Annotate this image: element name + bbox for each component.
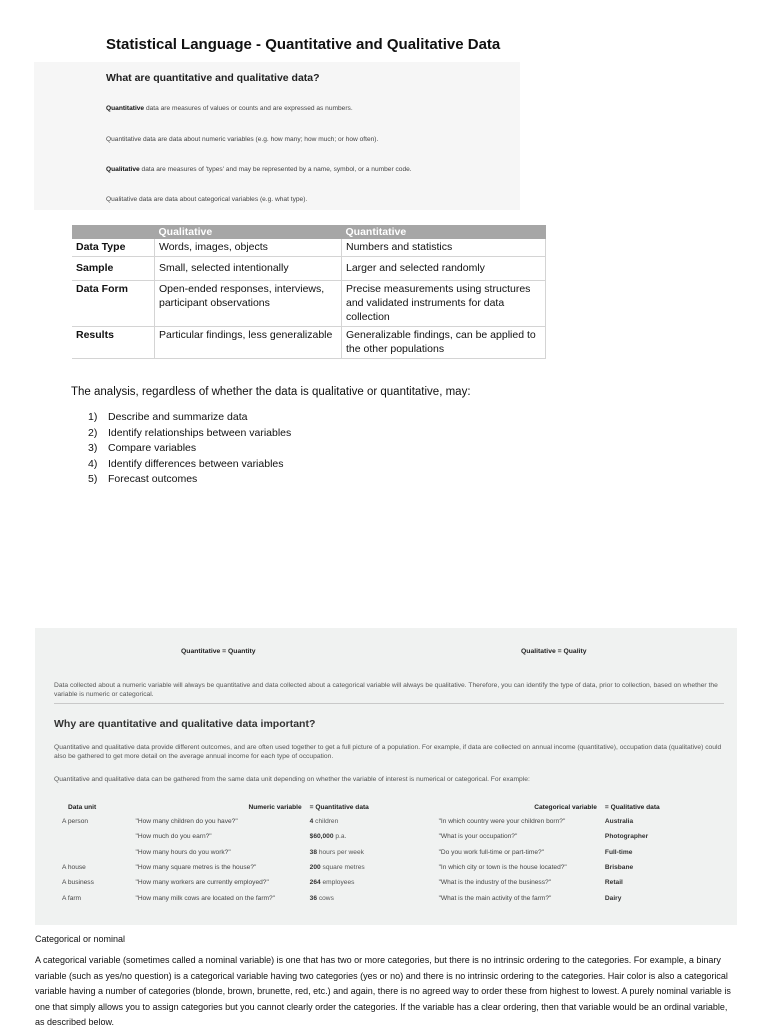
qualitative-data-cell: Photographer (604, 833, 649, 841)
list-item: 3) Compare variables (88, 442, 197, 455)
panel-intro: Data collected about a numeric variable will always be quantitative and data collected about a categorical variable will always be qualitative. Therefore, you can identify the type of data, prior to collection, based on whether the variable is numeric or categorical. (54, 682, 718, 698)
quantitative-data-cell: $60,000 p.a. (309, 833, 347, 841)
table-row (54, 829, 722, 844)
qualitative-cell: Particular findings, less generalizable (155, 327, 342, 359)
row-label: Results (72, 327, 155, 359)
qualitative-data-cell: Brisbane (604, 864, 634, 872)
quantitative-data-cell: 4 children (309, 818, 339, 826)
row-label: Data Type (72, 239, 155, 257)
quantitative-label: Quantitative = Quantity (181, 648, 256, 655)
data-unit-cell: A business (62, 879, 94, 887)
quantitative-cell: Numbers and statistics (342, 239, 546, 257)
analysis-list (88, 410, 291, 488)
numeric-variable-cell: "How much do you earn?" (135, 833, 212, 841)
qualitative-cell: Small, selected intentionally (155, 257, 342, 281)
categorical-heading: Categorical or nominal (35, 934, 126, 944)
data-unit-cell: A person (62, 818, 89, 826)
table-row (54, 875, 722, 890)
numeric-variable-cell: "How many square metres is the house?" (135, 864, 257, 872)
header-quantitative-data: = Quantitative data (309, 803, 369, 811)
categorical-variable-cell: "What is your occupation?" (438, 833, 518, 841)
quantitative-data-cell: 200 square metres (309, 864, 365, 872)
header-qualitative-data: = Qualitative data (604, 803, 660, 811)
intro-paragraph-1: Quantitative data are measures of values or counts and are expressed as numbers. (106, 105, 353, 112)
quantitative-cell: Precise measurements using structures and validated instruments for data collection (342, 281, 546, 327)
intro-subheading: What are quantitative and qualitative data? (106, 72, 320, 84)
table-row (72, 281, 546, 327)
data-unit-cell (54, 845, 127, 860)
qualitative-label: Qualitative = Quality (521, 648, 587, 655)
header-numeric-variable: Numeric variable (248, 803, 302, 811)
qualitative-data-cell: Dairy (604, 894, 622, 902)
qualitative-cell: Open-ended responses, interviews, participant observations (155, 281, 342, 327)
data-unit-cell: A farm (62, 894, 82, 902)
numeric-variable-cell: "How many hours do you work?" (135, 848, 231, 856)
list-item: 2) Identify relationships between variables (88, 426, 292, 439)
panel-body-2: Quantitative and qualitative data can be gathered from the same data unit depending on whether the variable of interest is numerical or categorical. For example: (54, 776, 530, 783)
data-unit-cell (54, 829, 127, 844)
numeric-variable-cell: "How many milk cows are located on the farm?" (135, 894, 276, 902)
numeric-variable-cell: "How many workers are currently employed?" (135, 879, 269, 887)
row-label: Sample (72, 257, 155, 281)
table-row (54, 845, 722, 860)
quantitative-cell: Larger and selected randomly (342, 257, 546, 281)
table-row (72, 257, 546, 281)
table-row (72, 239, 546, 257)
panel-divider (54, 703, 724, 704)
comparison-header-quantitative: Quantitative (342, 225, 546, 239)
data-unit-header-row (54, 800, 722, 814)
quantitative-data-cell: 264 employees (309, 879, 355, 887)
header-categorical-variable: Categorical variable (534, 803, 597, 811)
header-data-unit: Data unit (68, 803, 97, 811)
data-unit-cell: A house (62, 864, 86, 872)
qualitative-data-cell: Australia (604, 818, 634, 826)
comparison-table (72, 225, 546, 359)
categorical-paragraph: A categorical variable (sometimes called a nominal variable) is one that has two or more categories, but there is no intrinsic ordering to the categories. For example, a binary variable (such as yes/no question) is a categorical variable having two categories (yes or no) and there is no intrinsic ordering to the categories. Hair color is also a categorical variable having a number of categories (blonde, brown, brunette, red, etc.) and again, there is no agreed way to order these from highest to lowest. A purely nominal variable is one that simply allows you to assign categories but you cannot clearly order the categories. If the variable has a clear ordering, then that variable would be an ordinal variable, as described below. (35, 955, 731, 1027)
qualitative-data-cell: Full-time (604, 848, 633, 856)
comparison-header-qualitative: Qualitative (155, 225, 342, 239)
intro-paragraph-2: Quantitative data are data about numeric variables (e.g. how many; how much; or how often). (106, 136, 379, 143)
quantitative-data-cell: 38 hours per week (309, 848, 364, 856)
categorical-variable-cell: "Do you work full-time or part-time?" (438, 848, 545, 856)
panel-body-1: Quantitative and qualitative data provide different outcomes, and are often used together to get a full picture of a population. For example, if data are collected on annual income (quantitative), occupation data (qualitative) could also be gathered to get more detail on the average annual income for each type of occupation. (54, 744, 722, 760)
intro-paragraph-3: Qualitative data are measures of 'types' and may be represented by a name, symbol, or a number code. (106, 166, 412, 173)
data-unit-table (54, 800, 722, 906)
page-title: Statistical Language - Quantitative and Qualitative Data (106, 36, 501, 53)
analysis-intro: The analysis, regardless of whether the data is qualitative or quantitative, may: (71, 386, 471, 398)
comparison-header-row (72, 225, 546, 239)
intro-paragraph-4: Qualitative data are data about categorical variables (e.g. what type). (106, 196, 308, 203)
quantitative-data-cell: 36 cows (309, 894, 334, 902)
quantitative-cell: Generalizable findings, can be applied to the other populations (342, 327, 546, 359)
comparison-header-blank (72, 225, 155, 239)
categorical-variable-cell: "What is the industry of the business?" (438, 879, 552, 887)
panel-heading: Why are quantitative and qualitative data important? (54, 718, 316, 730)
table-row (54, 890, 722, 905)
numeric-variable-cell: "How many children do you have?" (135, 818, 238, 826)
categorical-variable-cell: "In which city or town is the house located?" (438, 864, 567, 872)
qualitative-cell: Words, images, objects (155, 239, 342, 257)
list-item: 5) Forecast outcomes (88, 473, 198, 486)
table-row (72, 327, 546, 359)
table-row (54, 860, 722, 875)
categorical-variable-cell: "In which country were your children born?" (438, 818, 566, 826)
list-item: 4) Identify differences between variables (88, 457, 284, 470)
table-row (54, 814, 722, 829)
categorical-variable-cell: "What is the main activity of the farm?" (438, 894, 552, 902)
qualitative-data-cell: Retail (604, 879, 623, 887)
list-item: 1) Describe and summarize data (88, 411, 248, 423)
row-label: Data Form (72, 281, 155, 327)
